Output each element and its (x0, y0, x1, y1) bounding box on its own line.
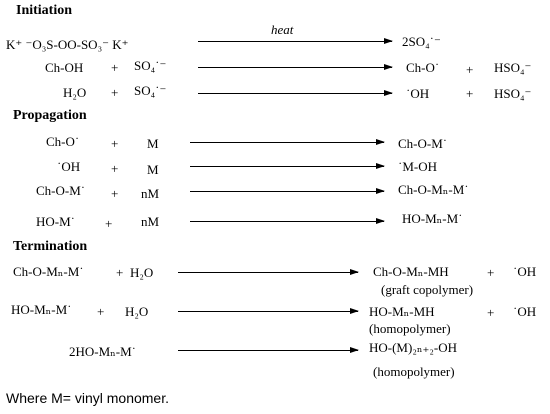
term-r3-reactant-a: 2HO-Mₙ-M˙ (69, 344, 137, 359)
prop-r1-reactant-a: Ch-O˙ (46, 134, 80, 149)
init-r2-reactant-b: SO₄˙⁻ (134, 58, 167, 73)
term-r1-arrow (178, 272, 358, 273)
init-r2-plus-2: + (466, 62, 474, 77)
prop-r2-product: ˙M-OH (398, 159, 437, 174)
prop-r2-reactant-b: M (147, 162, 159, 177)
prop-r4-arrow (190, 221, 384, 222)
prop-r2-arrow (190, 166, 384, 167)
init-r3-plus-1: + (111, 85, 119, 100)
term-r1-plus-1: + (116, 265, 124, 280)
term-r3-note: (homopolymer) (373, 364, 455, 379)
term-r1-plus-2: + (487, 265, 495, 280)
term-r2-product-2: ˙OH (513, 304, 537, 319)
term-r1-note: (graft copolymer) (381, 282, 474, 297)
prop-r3-product: Ch-O-Mₙ-M˙ (398, 182, 469, 197)
prop-r1-arrow (190, 142, 384, 143)
term-r1-reactant-b: H₂O (130, 265, 154, 280)
init-r2-product-2: HSO₄⁻ (494, 60, 532, 75)
init-r3-plus-2: + (466, 86, 474, 101)
init-r2-product-1: Ch-O˙ (406, 60, 440, 75)
init-r1-condition: heat (271, 22, 294, 37)
init-r2-plus-1: + (111, 60, 119, 75)
term-r2-product-1: HO-Mₙ-MH (369, 304, 435, 319)
term-r2-reactant-b: H₂O (125, 304, 149, 319)
propagation-heading: Propagation (13, 108, 87, 123)
term-r2-reactant-a: HO-Mₙ-M˙ (11, 302, 72, 317)
init-r3-reactant-b: SO₄˙⁻ (134, 83, 167, 98)
init-r1-product: 2SO₄˙⁻ (402, 34, 441, 49)
term-r2-plus-2: + (487, 305, 495, 320)
prop-r4-product: HO-Mₙ-M˙ (402, 211, 463, 226)
prop-r3-reactant-b: nM (141, 186, 160, 201)
term-r2-note: (homopolymer) (369, 321, 451, 336)
term-r2-arrow (178, 311, 358, 312)
term-r3-arrow (178, 350, 358, 351)
prop-r1-product: Ch-O-M˙ (398, 136, 448, 151)
term-r1-product-1: Ch-O-Mₙ-MH (373, 264, 449, 279)
init-r3-product-1: ˙OH (406, 86, 430, 101)
prop-r3-reactant-a: Ch-O-M˙ (36, 183, 86, 198)
init-r2-arrow (198, 67, 392, 68)
init-r3-product-2: HSO₄⁻ (494, 86, 532, 101)
prop-r1-plus: + (111, 136, 119, 151)
term-r1-product-2: ˙OH (513, 264, 537, 279)
prop-r3-plus: + (111, 186, 119, 201)
init-r3-reactant-a: H₂O (63, 85, 87, 100)
termination-heading: Termination (13, 239, 88, 254)
init-r3-arrow (198, 93, 392, 94)
prop-r4-reactant-b: nM (141, 214, 160, 229)
term-r1-reactant-a: Ch-O-Mₙ-M˙ (13, 264, 84, 279)
prop-r2-plus: + (111, 161, 119, 176)
prop-r3-arrow (190, 191, 384, 192)
init-r1-reactant: K⁺ ⁻O₃S-OO-SO₃⁻ K⁺ (6, 37, 129, 52)
term-r3-product: HO-(M)₂ₙ₊₂-OH (369, 340, 457, 355)
init-r2-reactant-a: Ch-OH (45, 60, 84, 75)
init-r1-arrow (198, 41, 392, 42)
prop-r2-reactant-a: ˙OH (57, 159, 81, 174)
initiation-heading: Initiation (16, 3, 73, 18)
footnote: Where M= vinyl monomer. (6, 390, 169, 406)
prop-r4-reactant-a: HO-M˙ (36, 214, 75, 229)
prop-r4-plus: + (105, 216, 113, 231)
term-r2-plus-1: + (97, 304, 105, 319)
prop-r1-reactant-b: M (147, 136, 159, 151)
